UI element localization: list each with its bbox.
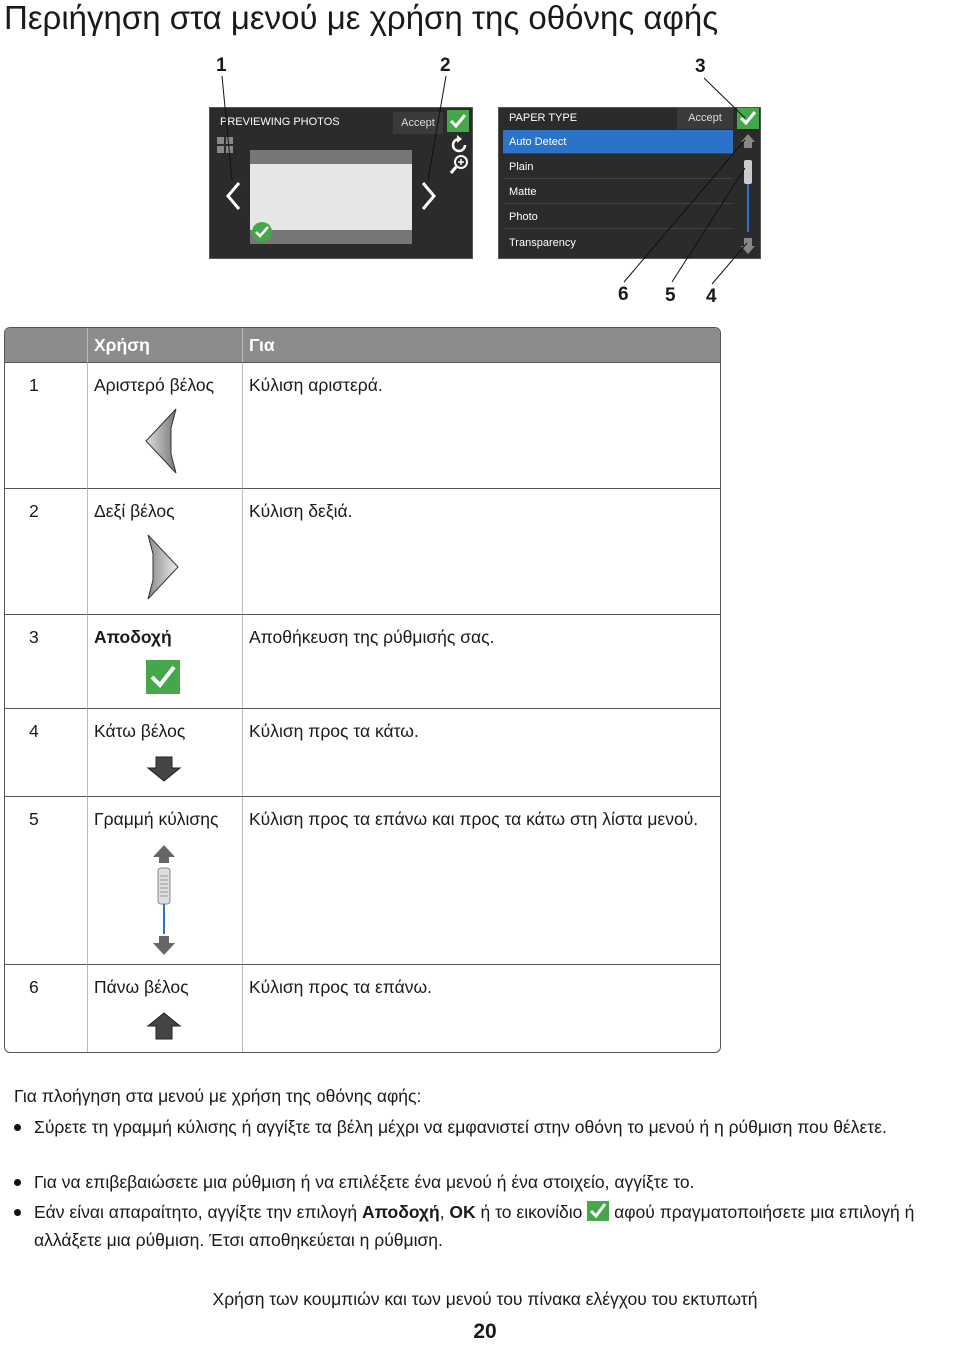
menu-item-plain[interactable]: Plain <box>503 155 733 179</box>
legend-table <box>4 327 721 1053</box>
header-use: Χρήση <box>88 328 243 362</box>
callout-1: 1 <box>216 55 227 76</box>
accept-check-icon <box>146 660 242 699</box>
bullet-text: Σύρετε τη γραμμή κύλισης ή αγγίξτε τα βέλη μέχρι να εμφανιστεί στην οθόνη το μενού ή η ρύθμιση που θέλετε. <box>34 1117 887 1137</box>
row-number: 4 <box>29 721 39 741</box>
row-name: Δεξί βέλος <box>94 501 175 521</box>
table-row <box>5 614 720 708</box>
row-number: 2 <box>29 501 39 521</box>
row-description: Αποθήκευση της ρύθμισής σας. <box>249 627 495 647</box>
table-header-row <box>5 328 720 362</box>
menu-item-auto-detect[interactable]: Auto Detect <box>503 130 733 154</box>
menu-item-transparency[interactable]: Transparency <box>509 237 576 249</box>
menu-item-photo[interactable]: Photo <box>503 205 733 229</box>
screen-title: PREVIEWING PHOTOS <box>220 116 340 128</box>
accept-button[interactable]: Accept <box>393 112 443 134</box>
bullet-item <box>34 1200 958 1253</box>
accept-bold: Αποδοχή <box>362 1202 440 1222</box>
callout-5: 5 <box>665 285 676 306</box>
menu-item-matte[interactable]: Matte <box>503 180 733 204</box>
row-description: Κύλιση προς τα επάνω. <box>249 977 432 997</box>
bullet-text: αφού πραγματοποιήσετε μια επιλογή ή αλλάξετε μια ρύθμιση. Έτσι αποθηκεύεται η ρύθμιση. <box>34 1202 915 1250</box>
bullet-item <box>34 1170 958 1195</box>
ok-bold: OK <box>449 1202 476 1222</box>
bullet-text: , <box>439 1202 450 1222</box>
bullet-dot <box>14 1124 21 1131</box>
row-number: 5 <box>29 809 39 829</box>
right-arrow-icon <box>144 534 242 605</box>
table-row <box>5 362 720 488</box>
callout-lines <box>0 0 960 310</box>
bullet-dot <box>14 1179 21 1186</box>
screen-title: PAPER TYPE <box>509 112 578 124</box>
row-number: 3 <box>29 627 39 647</box>
table-row <box>5 488 720 614</box>
accept-check-icon <box>587 1201 609 1228</box>
row-description: Κύλιση αριστερά. <box>249 375 383 395</box>
left-arrow-icon <box>144 408 242 479</box>
row-description: Κύλιση προς τα κάτω. <box>249 721 419 741</box>
row-name: Αριστερό βέλος <box>94 375 215 395</box>
callout-3: 3 <box>695 56 706 77</box>
page-title: Περιήγηση στα μενού με χρήση της οθόνης αφής <box>4 0 719 36</box>
row-name: Αποδοχή <box>94 627 172 647</box>
row-name: Γραμμή κύλισης <box>94 809 219 829</box>
callout-2: 2 <box>440 55 451 76</box>
row-description: Κύλιση προς τα επάνω και προς τα κάτω στη λίστα μενού. <box>249 809 699 829</box>
bullet-dot <box>14 1209 21 1216</box>
footer-chapter-title: Χρήση των κουμπιών και των μενού του πίνακα ελέγχου του εκτυπωτή <box>212 1289 758 1309</box>
accept-button[interactable]: Accept <box>677 108 733 129</box>
row-name: Κάτω βέλος <box>94 721 186 741</box>
callout-4: 4 <box>706 286 717 307</box>
table-row <box>5 964 720 1052</box>
row-number: 6 <box>29 977 39 997</box>
table-row <box>5 796 720 964</box>
bullet-item <box>34 1115 958 1140</box>
table-row <box>5 708 720 796</box>
down-arrow-icon <box>146 756 242 787</box>
row-name: Πάνω βέλος <box>94 977 189 997</box>
header-for: Για <box>243 328 720 362</box>
bullet-text: ή το εικονίδιο <box>475 1202 588 1222</box>
up-arrow-icon <box>146 1012 242 1045</box>
bullet-text: Για να επιβεβαιώσετε μια ρύθμιση ή να επιλέξετε ένα μενού ή ένα στοιχείο, αγγίξτε το. <box>34 1172 695 1192</box>
row-description: Κύλιση δεξιά. <box>249 501 353 521</box>
page-number: 20 <box>473 1320 497 1343</box>
row-number: 1 <box>29 375 39 395</box>
callout-6: 6 <box>618 284 629 305</box>
bullet-text: Εάν είναι απαραίτητο, αγγίξτε την επιλογή <box>34 1202 362 1222</box>
scroll-bar-icon <box>152 844 242 961</box>
intro-text: Για πλοήγηση στα μενού με χρήση της οθόνης αφής: <box>14 1086 422 1106</box>
